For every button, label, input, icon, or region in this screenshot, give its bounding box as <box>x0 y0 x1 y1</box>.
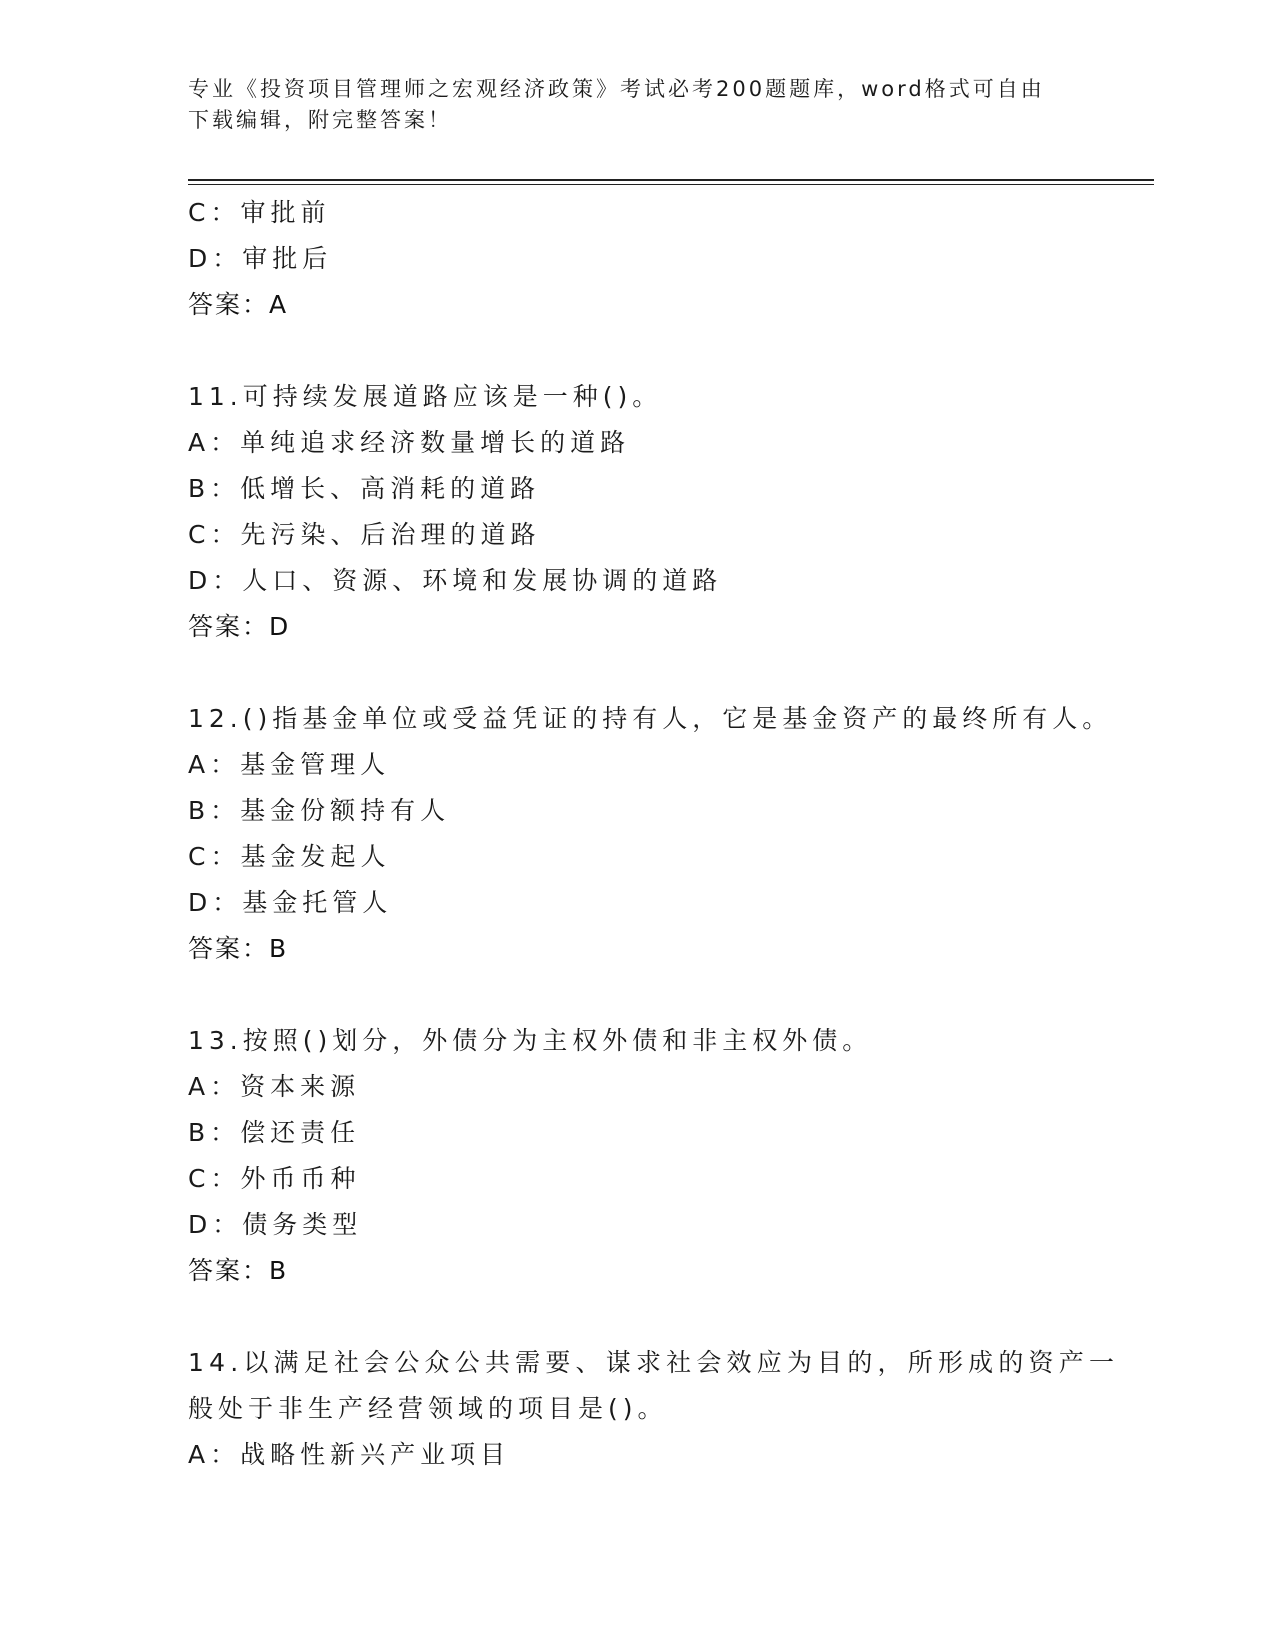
option-a: A：战略性新兴产业项目 <box>188 1440 511 1469</box>
question-block-14 <box>188 1340 1148 1478</box>
option-d: D：人口、资源、环境和发展协调的道路 <box>188 566 723 595</box>
answer-label: 答案： <box>188 290 270 319</box>
answer-line <box>188 926 1148 972</box>
option-b: B：低增长、高消耗的道路 <box>188 474 541 503</box>
option-b: B：基金份额持有人 <box>188 796 451 825</box>
question-block-11 <box>188 374 1148 650</box>
header-line-1: 专业《投资项目管理师之宏观经济政策》考试必考200题题库，word格式可自由 <box>188 77 1045 101</box>
option-a: A：单纯追求经济数量增长的道路 <box>188 428 631 457</box>
option-d: D：审批后 <box>188 244 333 273</box>
option-c: C：先污染、后治理的道路 <box>188 520 541 549</box>
option-b: B：偿还责任 <box>188 1118 361 1147</box>
question-stem-line-2: 般处于非生产经营领域的项目是()。 <box>188 1394 668 1423</box>
option-a: A：资本来源 <box>188 1072 361 1101</box>
document-header <box>188 74 1088 136</box>
answer-label: 答案： <box>188 934 270 963</box>
question-stem: 13.按照()划分，外债分为主权外债和非主权外债。 <box>188 1026 873 1055</box>
answer-value: D <box>269 612 289 641</box>
question-block-prev <box>188 190 1148 328</box>
option-c: C：基金发起人 <box>188 842 391 871</box>
header-line-2: 下载编辑，附完整答案！ <box>188 108 452 132</box>
answer-value: B <box>269 1256 287 1285</box>
answer-line <box>188 282 1148 328</box>
header-divider-thick <box>188 179 1154 181</box>
answer-label: 答案： <box>188 612 270 641</box>
question-stem-line-1: 14.以满足社会公众公共需要、谋求社会效应为目的，所形成的资产一 <box>188 1348 1120 1377</box>
answer-line <box>188 1248 1148 1294</box>
header-divider-thin <box>188 184 1154 185</box>
answer-label: 答案： <box>188 1256 270 1285</box>
question-block-13 <box>188 1018 1148 1294</box>
option-c: C：外币币种 <box>188 1164 361 1193</box>
answer-value: B <box>269 934 287 963</box>
answer-line <box>188 604 1148 650</box>
question-block-12 <box>188 696 1148 972</box>
answer-value: A <box>269 290 287 319</box>
option-d: D：基金托管人 <box>188 888 393 917</box>
option-c: C：审批前 <box>188 198 331 227</box>
question-list <box>188 190 1148 1478</box>
option-d: D：债务类型 <box>188 1210 363 1239</box>
question-stem: 12.()指基金单位或受益凭证的持有人，它是基金资产的最终所有人。 <box>188 704 1113 733</box>
option-a: A：基金管理人 <box>188 750 391 779</box>
question-stem: 11.可持续发展道路应该是一种()。 <box>188 382 663 411</box>
